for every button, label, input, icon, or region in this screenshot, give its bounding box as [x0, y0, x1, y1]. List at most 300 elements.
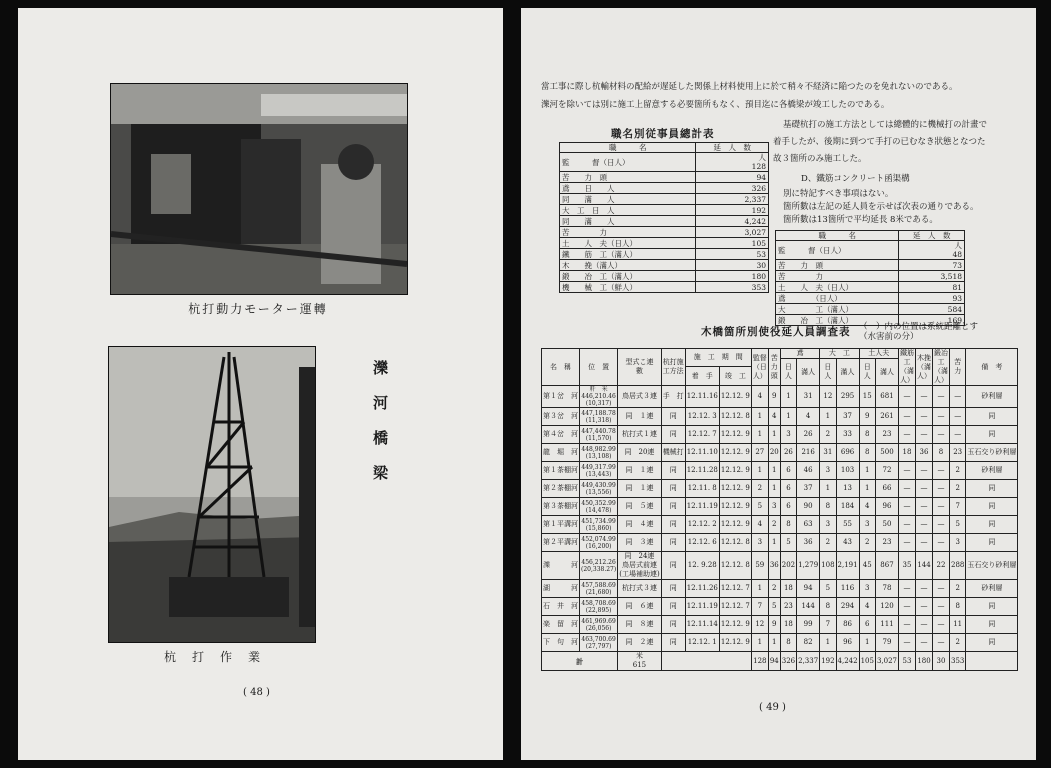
bridge-count-cell: —	[916, 634, 933, 652]
bridge-count-cell: 1	[751, 462, 768, 480]
bridge-count-cell: 1	[859, 480, 875, 498]
bridge-count-cell: 15	[859, 386, 875, 408]
culvert-header-count: 延 人 数	[899, 231, 965, 241]
bridge-count-cell: —	[933, 462, 950, 480]
labor-count-cell: 353	[696, 282, 769, 293]
bridge-count-cell: 7	[751, 598, 768, 616]
bridge-method-cell: 同	[661, 516, 685, 534]
bridge-position-cell: 456,212.26 (20,338.27)	[580, 552, 618, 580]
labor-header-name: 職 名	[560, 143, 696, 153]
bridge-count-cell: 50	[875, 516, 898, 534]
pile-tower-photo-image	[109, 347, 315, 642]
bridge-count-cell: —	[899, 616, 916, 634]
bridge-count-cell: —	[950, 426, 966, 444]
bridge-name-cell: 第１岔 河	[542, 386, 580, 408]
bridge-method-cell: 同	[661, 426, 685, 444]
culvert-name-cell: 土 人 夫（日人）	[776, 282, 899, 293]
labor-name-cell: 鍛 冶 工（滿人）	[560, 271, 696, 282]
bridge-count-cell: 116	[836, 580, 859, 598]
bridge-remarks-cell: 砂利層	[966, 580, 1018, 598]
bridge-count-cell: 96	[875, 498, 898, 516]
bridge-count-cell: 2	[950, 634, 966, 652]
bridge-type-cell: 同 １連	[618, 462, 661, 480]
bridge-count-cell: 1	[780, 386, 796, 408]
bridge-count-cell: 288	[950, 552, 966, 580]
bridge-row	[542, 408, 1018, 426]
bridge-count-cell: —	[933, 480, 950, 498]
labor-count-cell: 105	[696, 238, 769, 249]
bridge-position-cell: 447,188.78 (11,318)	[581, 409, 616, 424]
bridge-count-cell: —	[899, 598, 916, 616]
bridge-count-cell: —	[916, 462, 933, 480]
bridge-count-cell: 5	[780, 534, 796, 552]
bridge-count-cell: —	[916, 580, 933, 598]
culvert-count-cell: 73	[899, 260, 965, 271]
bridge-count-cell: 2	[820, 534, 836, 552]
bridge-count-cell: 18	[780, 616, 796, 634]
bridge-count-cell: —	[916, 408, 933, 426]
bridge-count-cell: 120	[875, 598, 898, 616]
bridge-count-cell: 46	[797, 462, 820, 480]
total-count-cell: 180	[916, 652, 933, 671]
bridge-end-cell: 12.12. 7	[719, 580, 751, 598]
total-spans-cell: 米 615	[618, 652, 661, 671]
culvert-count-cell: 人 48	[899, 241, 965, 260]
bridge-count-cell: 66	[875, 480, 898, 498]
side-text-line: 別に特記すべき事項はない。	[783, 189, 894, 199]
labor-count-cell: 180	[696, 271, 769, 282]
bridge-count-cell: 500	[875, 444, 898, 462]
bridge-count-cell: —	[899, 462, 916, 480]
total-count-cell: 3,027	[875, 652, 898, 671]
bridge-remarks-cell: 砂利層	[966, 462, 1018, 480]
bridge-name-cell: 第３茶棚河	[542, 498, 580, 516]
bridge-position-cell: 448,982.99 (13,108)	[581, 445, 616, 460]
bridge-start-cell: 12.11.10	[685, 444, 719, 462]
bridge-count-cell: 696	[836, 444, 859, 462]
bridge-count-cell: 12	[820, 386, 836, 408]
bridge-end-cell: 12.12. 9	[719, 444, 751, 462]
bridge-name-cell: 第１茶棚河	[542, 462, 580, 480]
bridge-count-cell: 99	[797, 616, 820, 634]
bridge-count-cell: —	[899, 408, 916, 426]
bridge-name-cell: 濼 河	[542, 552, 580, 580]
bridge-position-cell: 449,317.99 (13,443)	[581, 463, 616, 478]
bridge-count-cell: 6	[780, 480, 796, 498]
bridge-count-cell: 1	[820, 634, 836, 652]
hdr-tekkin: 鐵筋工（滿人）	[900, 349, 914, 384]
bridge-count-cell: —	[916, 534, 933, 552]
total-count-cell: 353	[950, 652, 966, 671]
bridge-position-cell: 粁 米 446,210.46 (10,317)	[581, 386, 616, 407]
bridge-method-cell: 同	[661, 534, 685, 552]
bridge-count-cell: —	[950, 386, 966, 408]
total-empty-cell	[661, 652, 751, 671]
bridge-count-cell: —	[899, 516, 916, 534]
bridge-position-cell: 457,588.69 (21,680)	[581, 581, 616, 596]
hdr-remarks: 備 考	[966, 349, 1018, 386]
wooden-bridge-table-body	[542, 386, 1018, 652]
bridge-count-cell: 13	[836, 480, 859, 498]
hdr-kaji: 鍛冶工（滿人）	[934, 349, 948, 384]
bridge-type-cell: 同 １連	[618, 480, 661, 498]
hdr-name: 名 稱	[542, 349, 580, 386]
bridge-type-cell: 同 １連	[618, 408, 661, 426]
bridge-count-cell: —	[933, 426, 950, 444]
labor-row	[560, 260, 769, 271]
bridge-count-cell: 86	[836, 616, 859, 634]
bridge-count-cell: 1,279	[797, 552, 820, 580]
bridge-count-cell: 3	[780, 426, 796, 444]
bridge-start-cell: 12.12. 1	[685, 634, 719, 652]
hdr-dojin-man: 滿人	[875, 359, 898, 386]
bridge-count-cell: 2,191	[836, 552, 859, 580]
labor-name-cell: 鳶 日 人	[560, 183, 696, 194]
bridge-count-cell: 2	[820, 426, 836, 444]
main-table-title: 木橋箇所別使役延人員調査表	[701, 326, 851, 338]
bridge-start-cell: 12.11.19	[685, 498, 719, 516]
labor-name-cell: 同 滿 人	[560, 194, 696, 205]
bridge-count-cell: 3	[751, 534, 768, 552]
bridge-count-cell: 27	[751, 444, 768, 462]
bridge-count-cell: 18	[899, 444, 916, 462]
labor-name-cell: 木 挽（滿人）	[560, 260, 696, 271]
labor-table	[559, 142, 769, 293]
bridge-row	[542, 634, 1018, 652]
bridge-row	[542, 480, 1018, 498]
bridge-count-cell: 103	[836, 462, 859, 480]
culvert-row	[776, 304, 965, 315]
photo-pile-driving-motor	[110, 83, 408, 295]
bridge-count-cell: 1	[820, 480, 836, 498]
bridge-remarks-cell: 同	[966, 498, 1018, 516]
main-table-note: （ ）内の位置は系統距離とす （水害前の分）	[859, 322, 979, 342]
bridge-method-cell: 同	[661, 408, 685, 426]
hdr-daiku: 大 工	[820, 349, 859, 359]
labor-name-cell: 監 督（日人）	[560, 153, 696, 172]
bridge-count-cell: —	[899, 634, 916, 652]
culvert-row	[776, 293, 965, 304]
bridge-count-cell: 31	[820, 444, 836, 462]
culvert-count-cell: 169	[899, 315, 965, 326]
bridge-count-cell: 3	[820, 516, 836, 534]
bridge-count-cell: 79	[875, 634, 898, 652]
culvert-count-cell: 81	[899, 282, 965, 293]
culvert-name-cell: 大 工（滿人）	[776, 304, 899, 315]
culvert-name-cell: 苦 力	[776, 271, 899, 282]
box-culvert-table-body	[776, 241, 965, 326]
bridge-remarks-cell: 同	[966, 634, 1018, 652]
bridge-end-cell: 12.12. 8	[719, 408, 751, 426]
bridge-count-cell: 1	[768, 534, 780, 552]
hdr-dojin-nichi: 日人	[859, 359, 875, 386]
culvert-count-cell: 93	[899, 293, 965, 304]
bridge-count-cell: —	[899, 580, 916, 598]
machinery-photo-image	[111, 84, 407, 294]
bridge-count-cell: 43	[836, 534, 859, 552]
bridge-count-cell: —	[899, 386, 916, 408]
bridge-count-cell: —	[916, 426, 933, 444]
bridge-remarks-cell: 同	[966, 598, 1018, 616]
bridge-end-cell: 12.12. 9	[719, 634, 751, 652]
bridge-count-cell: 45	[859, 552, 875, 580]
box-culvert-table	[775, 230, 965, 326]
culvert-row	[776, 241, 965, 260]
bridge-count-cell: 7	[950, 498, 966, 516]
intro-line-2: 濼河を除いては別に施工上留意する必要箇所もなく、預目迄に各橋梁が竣工したのである。	[541, 100, 890, 110]
bridge-count-cell: 2	[768, 516, 780, 534]
bridge-type-cell: 同 24連 鳥居式前連 (工場補助連)	[619, 552, 660, 578]
bridge-method-cell: 手 打	[661, 386, 685, 408]
bridge-count-cell: 5	[950, 516, 966, 534]
bridge-count-cell: 184	[836, 498, 859, 516]
bridge-position-cell: 451,734.99 (15,860)	[581, 517, 616, 532]
bridge-count-cell: 4	[859, 598, 875, 616]
culvert-row	[776, 271, 965, 282]
labor-name-cell: 土 人 夫（日人）	[560, 238, 696, 249]
bridge-count-cell: 94	[797, 580, 820, 598]
bridge-start-cell: 12. 9.28	[685, 552, 719, 580]
bridge-count-cell: 3	[859, 516, 875, 534]
bridge-type-cell: 同 ３連	[618, 534, 661, 552]
bridge-start-cell: 12.12. 2	[685, 516, 719, 534]
labor-name-cell: 鐵 筋 工（滿人）	[560, 249, 696, 260]
bridge-start-cell: 12.11.26	[685, 580, 719, 598]
labor-row	[560, 282, 769, 293]
labor-count-cell: 3,027	[696, 227, 769, 238]
bridge-count-cell: 1	[820, 408, 836, 426]
bridge-count-cell: —	[916, 498, 933, 516]
bridge-count-cell: 1	[859, 462, 875, 480]
bridge-count-cell: —	[916, 516, 933, 534]
bridge-end-cell: 12.12. 9	[719, 480, 751, 498]
bridge-method-cell: 同	[661, 580, 685, 598]
labor-count-cell: 2,337	[696, 194, 769, 205]
hdr-period: 施 工 期 間	[685, 349, 751, 367]
bridge-count-cell: —	[933, 516, 950, 534]
photo-pile-driving-work	[108, 346, 316, 643]
photo1-caption: 杭打動力モーター運轉	[188, 302, 328, 316]
bridge-row	[542, 580, 1018, 598]
labor-header-count: 延 人 数	[696, 143, 769, 153]
bridge-method-cell: 同	[661, 598, 685, 616]
bridge-type-cell: 同 ８連	[618, 616, 661, 634]
bridge-count-cell: 8	[933, 444, 950, 462]
photo2-caption: 杭 打 作 業	[163, 650, 262, 664]
hdr-kobiki: 木挽（滿人）	[916, 349, 933, 386]
bridge-count-cell: 1	[751, 634, 768, 652]
bridge-name-cell: 第２茶棚河	[542, 480, 580, 498]
bridge-position-cell: 452,074.99 (16,200)	[581, 535, 616, 550]
labor-count-cell: 53	[696, 249, 769, 260]
hdr-end: 竣 工	[719, 367, 751, 386]
bridge-position-cell: 450,352.99 (14,478)	[581, 499, 616, 514]
bridge-type-cell: 杭打式１連	[618, 426, 661, 444]
bridge-count-cell: —	[899, 426, 916, 444]
bridge-count-cell: 5	[768, 598, 780, 616]
bridge-end-cell: 12.12. 8	[719, 552, 751, 580]
bridge-start-cell: 12.11.14	[685, 616, 719, 634]
labor-name-cell: 苦 力 頭	[560, 172, 696, 183]
labor-row	[560, 271, 769, 282]
bridge-remarks-cell: 同	[966, 408, 1018, 426]
bridge-count-cell: —	[933, 634, 950, 652]
culvert-name-cell: 鍛 冶 工（滿人）	[776, 315, 899, 326]
labor-count-cell: 326	[696, 183, 769, 194]
bridge-count-cell: 12	[751, 616, 768, 634]
bridge-count-cell: 144	[797, 598, 820, 616]
bridge-count-cell: 108	[820, 552, 836, 580]
bridge-count-cell: 37	[797, 480, 820, 498]
bridge-remarks-cell: 同	[966, 516, 1018, 534]
labor-row	[560, 183, 769, 194]
bridge-count-cell: 867	[875, 552, 898, 580]
bridge-row	[542, 534, 1018, 552]
labor-table-body	[560, 153, 769, 293]
culvert-name-cell: 鳶 （日人）	[776, 293, 899, 304]
bridge-method-cell: 同	[661, 552, 685, 580]
bridge-count-cell: 90	[797, 498, 820, 516]
bridge-row	[542, 498, 1018, 516]
total-count-cell: 326	[780, 652, 796, 671]
right-page	[521, 8, 1036, 760]
labor-row	[560, 172, 769, 183]
culvert-row	[776, 282, 965, 293]
bridge-remarks-cell: 砂利層	[966, 386, 1018, 408]
labor-row	[560, 216, 769, 227]
bridge-count-cell: 2	[950, 462, 966, 480]
hdr-tobi-man: 滿人	[797, 359, 820, 386]
bridge-count-cell: 3	[768, 498, 780, 516]
bridge-end-cell: 12.12. 9	[719, 462, 751, 480]
bridge-name-cell: 楽 留 河	[542, 616, 580, 634]
bridge-end-cell: 12.12. 8	[719, 534, 751, 552]
bridge-count-cell: 3	[950, 534, 966, 552]
total-count-cell: 105	[859, 652, 875, 671]
bridge-end-cell: 12.12. 9	[719, 426, 751, 444]
bridge-count-cell: 202	[780, 552, 796, 580]
bridge-type-cell: 同 20連	[618, 444, 661, 462]
bridge-count-cell: 9	[768, 616, 780, 634]
bridge-count-cell: 3	[820, 462, 836, 480]
bridge-count-cell: 36	[797, 534, 820, 552]
bridge-count-cell: 261	[875, 408, 898, 426]
bridge-count-cell: 8	[859, 444, 875, 462]
hdr-kantoku: 監督（日人）	[751, 349, 768, 386]
bridge-count-cell: 82	[797, 634, 820, 652]
hdr-kuriki-gashira: 苦力頭	[768, 349, 780, 386]
bridge-count-cell: 8	[820, 498, 836, 516]
bridge-count-cell: 4	[768, 408, 780, 426]
side-text-line: 着手したが、後期に到つて手打の已むなき狀態となつた	[773, 137, 986, 147]
side-text-line: D、鐵筋コンクリート函渠構	[801, 174, 910, 184]
bridge-count-cell: 294	[836, 598, 859, 616]
bridge-count-cell: 5	[751, 498, 768, 516]
bridge-row	[542, 552, 1018, 580]
bridge-count-cell: 4	[859, 498, 875, 516]
hdr-start: 着 手	[685, 367, 719, 386]
labor-row	[560, 205, 769, 216]
bridge-count-cell: 2	[768, 580, 780, 598]
bridge-count-cell: 2	[950, 580, 966, 598]
bridge-count-cell: 1	[768, 634, 780, 652]
side-text-line: 箇所數は13箇所で平均延長 8米である。	[783, 215, 938, 225]
bridge-count-cell: —	[933, 534, 950, 552]
bridge-count-cell: 3	[859, 580, 875, 598]
labor-count-cell: 人 128	[696, 153, 769, 172]
bridge-name-cell: 石 井 河	[542, 598, 580, 616]
side-text-line: 故３箇所のみ施工した。	[773, 154, 867, 164]
labor-row	[560, 249, 769, 260]
bridge-count-cell: —	[950, 408, 966, 426]
bridge-type-cell: 同 ５連	[618, 498, 661, 516]
bridge-start-cell: 12.11.16	[685, 386, 719, 408]
bridge-type-cell: 鳥居式３連	[618, 386, 661, 408]
bridge-count-cell: 1	[768, 462, 780, 480]
bridge-count-cell: 72	[875, 462, 898, 480]
bridge-count-cell: —	[933, 408, 950, 426]
bridge-type-cell: 同 ６連	[618, 598, 661, 616]
bridge-count-cell: —	[916, 480, 933, 498]
labor-row	[560, 238, 769, 249]
labor-name-cell: 苦 力	[560, 227, 696, 238]
hdr-dojin: 土人夫	[859, 349, 898, 359]
labor-count-cell: 4,242	[696, 216, 769, 227]
bridge-name-cell: 龍 堀 河	[542, 444, 580, 462]
wooden-bridge-table	[541, 348, 1018, 671]
bridge-count-cell: 681	[875, 386, 898, 408]
bridge-count-cell: 4	[797, 408, 820, 426]
side-text-line: 箇所數は左記の延人員を示せば次表の通りである。	[783, 202, 979, 212]
culvert-header-name: 職 名	[776, 231, 899, 241]
bridge-count-cell: 59	[751, 552, 768, 580]
bridge-count-cell: 55	[836, 516, 859, 534]
bridge-end-cell: 12.12. 9	[719, 616, 751, 634]
bridge-count-cell: 6	[780, 498, 796, 516]
bridge-remarks-cell: 玉石交り砂利層	[966, 444, 1018, 462]
total-count-cell: 94	[768, 652, 780, 671]
bridge-remarks-cell: 同	[966, 480, 1018, 498]
bridge-position-cell: 458,708.69 (22,895)	[581, 599, 616, 614]
bridge-method-cell: 同	[661, 480, 685, 498]
bridge-count-cell: 22	[933, 552, 950, 580]
culvert-row	[776, 260, 965, 271]
labor-row	[560, 153, 769, 172]
page-number-left: ( 48 )	[243, 687, 270, 698]
bridge-count-cell: 36	[916, 444, 933, 462]
bridge-count-cell: 23	[780, 598, 796, 616]
hdr-daiku-man: 滿人	[836, 359, 859, 386]
hdr-kuriki: 苦力	[950, 349, 966, 386]
bridge-start-cell: 12.12. 6	[685, 534, 719, 552]
hdr-tobi: 鳶	[780, 349, 819, 359]
bridge-count-cell: 1	[780, 408, 796, 426]
left-page	[18, 8, 503, 760]
bridge-count-cell: 1	[751, 580, 768, 598]
bridge-count-cell: 23	[875, 534, 898, 552]
bridge-count-cell: 9	[768, 386, 780, 408]
bridge-count-cell: 37	[836, 408, 859, 426]
bridge-count-cell: 5	[820, 580, 836, 598]
bridge-count-cell: 33	[836, 426, 859, 444]
labor-name-cell: 大 工 日 人	[560, 205, 696, 216]
total-count-cell: 192	[820, 652, 836, 671]
bridge-row	[542, 616, 1018, 634]
bridge-count-cell: 1	[768, 426, 780, 444]
total-count-cell: 2,337	[797, 652, 820, 671]
bridge-count-cell: 9	[859, 408, 875, 426]
bridge-name-cell: 第２平溝河	[542, 534, 580, 552]
